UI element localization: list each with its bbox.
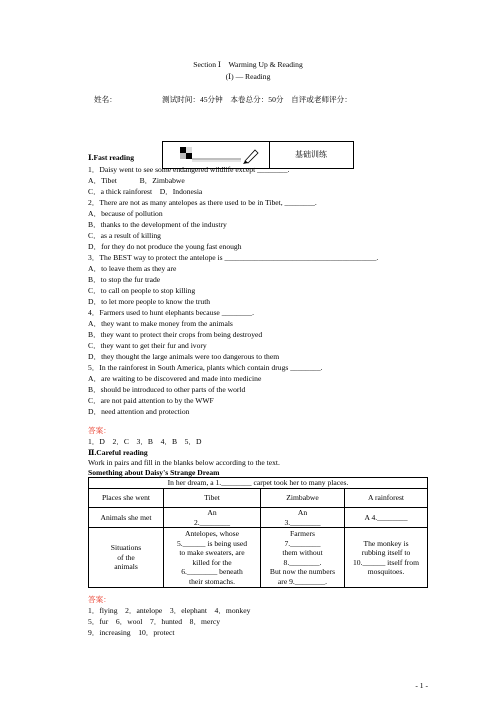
question-line: B．to stop the fur trade <box>88 275 161 284</box>
question-line: D．for they do not produce the young fast enough <box>88 242 242 251</box>
test-info: 测试时间：45分钟 本卷总分：50分 自评或老师评分： <box>162 95 352 104</box>
cell-zimbabwe: Zimbabwe <box>261 489 345 508</box>
question-line: B．they want to protect their crops from being destroyed <box>88 330 263 339</box>
question-line: D．to let more people to know the truth <box>88 297 211 306</box>
cell-tibet: Tibet <box>164 489 261 508</box>
table-row <box>89 489 428 508</box>
cell-situation-zim <box>261 528 345 588</box>
question-line: B．thanks to the development of the industry <box>88 220 227 229</box>
section-subtitle: (Ⅰ) — Reading <box>225 72 271 81</box>
cell-situation-tibet <box>164 528 261 588</box>
cell-animal-forest: A 4.________ <box>345 508 428 528</box>
cell-animal-zim <box>261 508 345 528</box>
cell-line: 10.______ itself from <box>353 557 420 567</box>
name-label: 姓名： <box>94 95 117 104</box>
cell-line: them without <box>282 548 323 557</box>
cell-line: Antelopes, whose <box>185 529 239 538</box>
part1-heading: Ⅰ.Fast reading <box>88 153 135 162</box>
cell-animals-label: Animals she met <box>89 508 164 528</box>
table-row <box>89 478 428 489</box>
cell-line: Farmers <box>290 529 315 538</box>
cell-line: of the <box>117 552 135 562</box>
question-line: 4．Farmers used to hunt elephants because ________. <box>88 308 254 317</box>
cell-line: killed for the <box>192 557 232 567</box>
cell-situation-forest <box>345 528 428 588</box>
training-label: 基础训练 <box>295 150 327 159</box>
question-line: A．because of pollution <box>88 209 163 218</box>
question-line: A．to leave them as they are <box>88 264 177 273</box>
cell-line: to make sweaters, are <box>179 548 245 557</box>
question-line: C．they want to get their fur and ivory <box>88 341 207 350</box>
part2-heading: Ⅱ.Careful reading <box>88 448 148 457</box>
cell-line: An <box>297 508 308 517</box>
question-line: A．Tibet B．Zimbabwe <box>88 176 185 185</box>
table-row <box>89 528 428 588</box>
table-title: Something about Daisy's Strange Dream <box>88 468 220 477</box>
part2-answer-line: 9．increasing 10．protect <box>88 628 175 637</box>
section-title: Section Ⅰ Warming Up & Reading <box>193 60 303 69</box>
cell-rainforest: A rainforest <box>345 489 428 508</box>
cell-line: An <box>207 508 217 517</box>
question-line: C．are not paid attention to by the WWF <box>88 396 214 405</box>
question-line: A．they want to make money from the animals <box>88 319 233 328</box>
page-number: - 1 - <box>415 681 428 690</box>
question-line: C．as a result of killing <box>88 231 161 240</box>
question-line: 1．Daisy went to see some endangered wildlife except ________. <box>88 165 290 174</box>
cell-line: Situations <box>110 543 142 553</box>
part1-answer-label: 答案： <box>88 426 111 435</box>
part2-answer-line: 5．fur 6．wool 7．hunted 8．mercy <box>88 617 221 626</box>
cell-line: their stomachs. <box>189 576 235 586</box>
cell-line: animals <box>114 562 138 572</box>
cell-line: mosquitoes. <box>367 567 405 576</box>
question-line: 3．The BEST way to protect the antelope is ________________________________________. <box>88 253 379 262</box>
cell-places-label: Places she went <box>89 489 164 508</box>
cell-line: 8.________. <box>283 557 322 567</box>
cell-line: But now the numbers <box>269 567 336 576</box>
part1-answer-text: 1．D 2．C 3．B 4．B 5．D <box>88 437 202 446</box>
part2-answer-line: 1．flying 2．antelope 3．elephant 4．monkey <box>88 606 251 615</box>
cell-situations-label <box>89 528 164 588</box>
pencil-banner-icon <box>169 145 265 165</box>
part2-answer-label: 答案： <box>88 595 111 604</box>
question-line: B．should be introduced to other parts of the world <box>88 385 246 394</box>
question-line: C．a thick rainforest D．Indonesia <box>88 187 203 196</box>
cell-line: 2.________ <box>193 517 231 527</box>
part2-instruction: Work in pairs and fill in the blanks below according to the text. <box>88 458 280 467</box>
cell-line: 7.________ <box>284 538 321 548</box>
question-line: 2．There are not as many antelopes as there used to be in Tibet, ________. <box>88 198 317 207</box>
question-line: A．are waiting to be discovered and made into medicine <box>88 374 262 383</box>
question-line: C．to call on people to stop killing <box>88 286 196 295</box>
dream-table <box>88 477 428 588</box>
cell-line: 3.________ <box>284 517 321 527</box>
table-top-row: In her dream, a 1.________ carpet took her to many places. <box>89 478 428 489</box>
cell-line: rubbing itself to <box>361 548 411 557</box>
cell-line: 5.______ is being used <box>176 538 248 548</box>
question-line: 5．In the rainforest in South America, plants which contain drugs ________. <box>88 363 323 372</box>
cell-animal-tibet <box>164 508 261 528</box>
cell-line: 6.________ beneath <box>181 567 243 576</box>
cell-line: are 9.________. <box>277 576 328 586</box>
cell-line: The monkey is <box>363 538 409 548</box>
question-line: D．need attention and protection <box>88 407 190 416</box>
question-line: D．they thought the large animals were too dangerous to them <box>88 352 280 361</box>
table-row <box>89 508 428 528</box>
